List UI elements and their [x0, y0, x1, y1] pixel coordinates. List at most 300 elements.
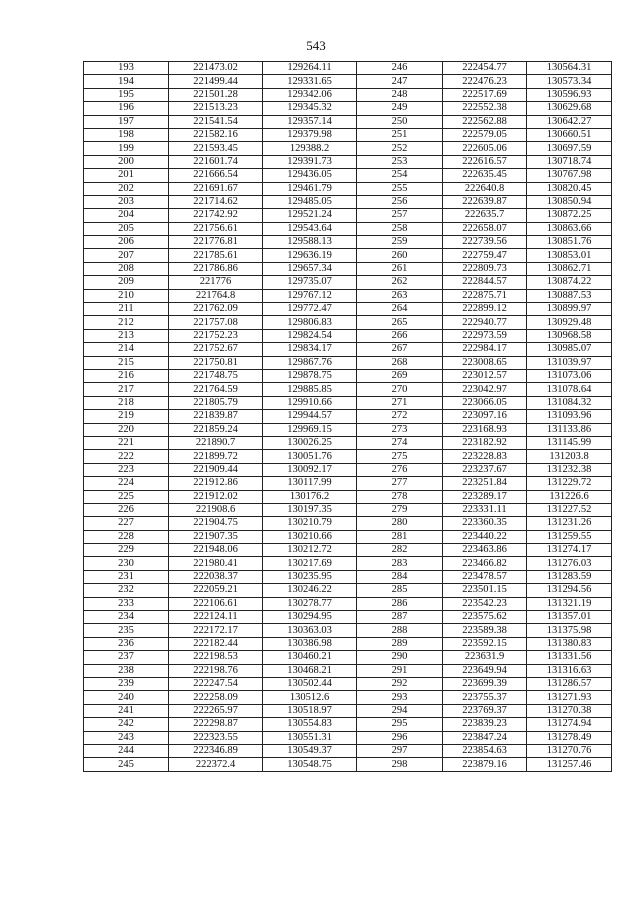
point-number-left: 202 — [84, 182, 169, 195]
x-coordinate-left: 222124.11 — [169, 611, 263, 624]
point-number-right: 285 — [357, 584, 443, 597]
x-coordinate-left: 222298.87 — [169, 718, 263, 731]
x-coordinate-left: 221593.45 — [169, 142, 263, 155]
y-coordinate-left: 129944.57 — [263, 410, 357, 423]
y-coordinate-right: 131357.01 — [527, 611, 612, 624]
point-number-left: 219 — [84, 410, 169, 423]
table-row — [84, 651, 612, 664]
x-coordinate-right: 223097.16 — [443, 410, 527, 423]
x-coordinate-right: 223012.57 — [443, 369, 527, 382]
point-number-left: 196 — [84, 102, 169, 115]
y-coordinate-left: 129331.65 — [263, 75, 357, 88]
x-coordinate-right: 223228.83 — [443, 450, 527, 463]
point-number-right: 287 — [357, 611, 443, 624]
table-row — [84, 664, 612, 677]
y-coordinate-left: 129342.06 — [263, 88, 357, 101]
y-coordinate-right: 130820.45 — [527, 182, 612, 195]
y-coordinate-right: 131274.94 — [527, 718, 612, 731]
x-coordinate-right: 222635.7 — [443, 209, 527, 222]
x-coordinate-right: 223008.65 — [443, 356, 527, 369]
point-number-left: 242 — [84, 718, 169, 731]
point-number-left: 224 — [84, 477, 169, 490]
y-coordinate-right: 131321.19 — [527, 597, 612, 610]
point-number-right: 271 — [357, 396, 443, 409]
table-row — [84, 517, 612, 530]
point-number-right: 286 — [357, 597, 443, 610]
point-number-right: 292 — [357, 677, 443, 690]
point-number-right: 294 — [357, 704, 443, 717]
x-coordinate-right: 223237.67 — [443, 463, 527, 476]
point-number-right: 269 — [357, 369, 443, 382]
y-coordinate-left: 130363.03 — [263, 624, 357, 637]
y-coordinate-left: 130235.95 — [263, 570, 357, 583]
y-coordinate-right: 130660.51 — [527, 128, 612, 141]
x-coordinate-left: 221752.67 — [169, 343, 263, 356]
y-coordinate-left: 130197.35 — [263, 503, 357, 516]
point-number-left: 205 — [84, 222, 169, 235]
point-number-left: 198 — [84, 128, 169, 141]
y-coordinate-left: 129767.12 — [263, 289, 357, 302]
x-coordinate-right: 222639.87 — [443, 195, 527, 208]
table-row — [84, 436, 612, 449]
y-coordinate-right: 130887.53 — [527, 289, 612, 302]
y-coordinate-left: 129772.47 — [263, 303, 357, 316]
point-number-right: 293 — [357, 691, 443, 704]
x-coordinate-left: 221499.44 — [169, 75, 263, 88]
x-coordinate-left: 221762.09 — [169, 303, 263, 316]
x-coordinate-left: 222038.37 — [169, 570, 263, 583]
point-number-right: 267 — [357, 343, 443, 356]
x-coordinate-left: 222258.09 — [169, 691, 263, 704]
y-coordinate-left: 129867.76 — [263, 356, 357, 369]
y-coordinate-right: 130929.48 — [527, 316, 612, 329]
x-coordinate-right: 222635.45 — [443, 169, 527, 182]
x-coordinate-left: 221899.72 — [169, 450, 263, 463]
table-row — [84, 222, 612, 235]
y-coordinate-left: 130294.95 — [263, 611, 357, 624]
point-number-left: 200 — [84, 155, 169, 168]
x-coordinate-right: 222875.71 — [443, 289, 527, 302]
y-coordinate-right: 131270.38 — [527, 704, 612, 717]
y-coordinate-left: 129588.13 — [263, 236, 357, 249]
y-coordinate-right: 131231.26 — [527, 517, 612, 530]
point-number-left: 197 — [84, 115, 169, 128]
x-coordinate-left: 222182.44 — [169, 637, 263, 650]
x-coordinate-right: 222984.17 — [443, 343, 527, 356]
x-coordinate-left: 221756.61 — [169, 222, 263, 235]
point-number-left: 204 — [84, 209, 169, 222]
y-coordinate-left: 129388.2 — [263, 142, 357, 155]
x-coordinate-left: 221764.8 — [169, 289, 263, 302]
x-coordinate-right: 222454.77 — [443, 62, 527, 75]
point-number-left: 236 — [84, 637, 169, 650]
table-row — [84, 102, 612, 115]
point-number-left: 227 — [84, 517, 169, 530]
y-coordinate-left: 130092.17 — [263, 463, 357, 476]
x-coordinate-right: 223631.9 — [443, 651, 527, 664]
table-row — [84, 490, 612, 503]
y-coordinate-left: 129824.54 — [263, 329, 357, 342]
x-coordinate-right: 222739.56 — [443, 236, 527, 249]
point-number-right: 273 — [357, 423, 443, 436]
x-coordinate-right: 222973.59 — [443, 329, 527, 342]
y-coordinate-right: 130853.01 — [527, 249, 612, 262]
point-number-right: 281 — [357, 530, 443, 543]
point-number-left: 240 — [84, 691, 169, 704]
x-coordinate-right: 222899.12 — [443, 303, 527, 316]
x-coordinate-right: 223501.15 — [443, 584, 527, 597]
y-coordinate-left: 130518.97 — [263, 704, 357, 717]
table-row — [84, 584, 612, 597]
y-coordinate-right: 131257.46 — [527, 758, 612, 771]
point-number-right: 291 — [357, 664, 443, 677]
point-number-right: 270 — [357, 383, 443, 396]
x-coordinate-right: 223879.16 — [443, 758, 527, 771]
y-coordinate-right: 131039.97 — [527, 356, 612, 369]
x-coordinate-right: 223440.22 — [443, 530, 527, 543]
x-coordinate-right: 223755.37 — [443, 691, 527, 704]
table-row — [84, 289, 612, 302]
y-coordinate-left: 130026.25 — [263, 436, 357, 449]
x-coordinate-left: 221912.02 — [169, 490, 263, 503]
table-row — [84, 704, 612, 717]
table-row — [84, 262, 612, 275]
table-row — [84, 142, 612, 155]
point-number-right: 266 — [357, 329, 443, 342]
x-coordinate-left: 221839.87 — [169, 410, 263, 423]
x-coordinate-right: 222844.57 — [443, 276, 527, 289]
x-coordinate-right: 223042.97 — [443, 383, 527, 396]
point-number-right: 247 — [357, 75, 443, 88]
table-row — [84, 329, 612, 342]
y-coordinate-right: 131227.52 — [527, 503, 612, 516]
point-number-left: 229 — [84, 544, 169, 557]
point-number-right: 296 — [357, 731, 443, 744]
y-coordinate-right: 130596.93 — [527, 88, 612, 101]
point-number-right: 253 — [357, 155, 443, 168]
x-coordinate-left: 222265.97 — [169, 704, 263, 717]
table-row — [84, 209, 612, 222]
point-number-right: 250 — [357, 115, 443, 128]
y-coordinate-right: 130850.94 — [527, 195, 612, 208]
x-coordinate-left: 222106.61 — [169, 597, 263, 610]
y-coordinate-left: 129543.64 — [263, 222, 357, 235]
point-number-left: 212 — [84, 316, 169, 329]
y-coordinate-right: 131145.99 — [527, 436, 612, 449]
point-number-right: 248 — [357, 88, 443, 101]
point-number-right: 284 — [357, 570, 443, 583]
x-coordinate-left: 221473.02 — [169, 62, 263, 75]
point-number-left: 220 — [84, 423, 169, 436]
y-coordinate-right: 131375.98 — [527, 624, 612, 637]
y-coordinate-left: 130210.66 — [263, 530, 357, 543]
point-number-right: 290 — [357, 651, 443, 664]
x-coordinate-left: 221776 — [169, 276, 263, 289]
x-coordinate-left: 221785.61 — [169, 249, 263, 262]
x-coordinate-left: 221786.86 — [169, 262, 263, 275]
y-coordinate-right: 131274.17 — [527, 544, 612, 557]
y-coordinate-left: 130212.72 — [263, 544, 357, 557]
table-row — [84, 62, 612, 75]
point-number-left: 234 — [84, 611, 169, 624]
y-coordinate-left: 129735.07 — [263, 276, 357, 289]
table-row — [84, 624, 612, 637]
point-number-right: 283 — [357, 557, 443, 570]
y-coordinate-right: 130697.59 — [527, 142, 612, 155]
point-number-right: 276 — [357, 463, 443, 476]
point-number-right: 246 — [357, 62, 443, 75]
point-number-left: 233 — [84, 597, 169, 610]
y-coordinate-left: 129969.15 — [263, 423, 357, 436]
x-coordinate-left: 221666.54 — [169, 169, 263, 182]
table-row — [84, 718, 612, 731]
y-coordinate-left: 129357.14 — [263, 115, 357, 128]
point-number-left: 201 — [84, 169, 169, 182]
point-number-right: 277 — [357, 477, 443, 490]
point-number-left: 238 — [84, 664, 169, 677]
x-coordinate-right: 223575.62 — [443, 611, 527, 624]
x-coordinate-right: 222940.77 — [443, 316, 527, 329]
point-number-right: 289 — [357, 637, 443, 650]
table-row — [84, 155, 612, 168]
y-coordinate-right: 131073.06 — [527, 369, 612, 382]
table-row — [84, 249, 612, 262]
y-coordinate-right: 130718.74 — [527, 155, 612, 168]
x-coordinate-left: 221501.28 — [169, 88, 263, 101]
table-row — [84, 115, 612, 128]
point-number-right: 261 — [357, 262, 443, 275]
point-number-left: 215 — [84, 356, 169, 369]
point-number-left: 213 — [84, 329, 169, 342]
point-number-left: 231 — [84, 570, 169, 583]
x-coordinate-right: 223769.37 — [443, 704, 527, 717]
point-number-right: 264 — [357, 303, 443, 316]
y-coordinate-left: 130176.2 — [263, 490, 357, 503]
x-coordinate-left: 221859.24 — [169, 423, 263, 436]
y-coordinate-left: 129806.83 — [263, 316, 357, 329]
point-number-right: 288 — [357, 624, 443, 637]
x-coordinate-left: 221757.08 — [169, 316, 263, 329]
x-coordinate-right: 223478.57 — [443, 570, 527, 583]
point-number-right: 297 — [357, 744, 443, 757]
x-coordinate-left: 222323.55 — [169, 731, 263, 744]
table-row — [84, 611, 612, 624]
y-coordinate-left: 130548.75 — [263, 758, 357, 771]
x-coordinate-left: 221908.6 — [169, 503, 263, 516]
x-coordinate-left: 221912.86 — [169, 477, 263, 490]
x-coordinate-left: 221948.06 — [169, 544, 263, 557]
x-coordinate-left: 221742.92 — [169, 209, 263, 222]
table-row — [84, 303, 612, 316]
table-row — [84, 316, 612, 329]
point-number-left: 206 — [84, 236, 169, 249]
x-coordinate-right: 223360.35 — [443, 517, 527, 530]
y-coordinate-right: 131316.63 — [527, 664, 612, 677]
y-coordinate-right: 131133.86 — [527, 423, 612, 436]
x-coordinate-left: 221890.7 — [169, 436, 263, 449]
point-number-right: 249 — [357, 102, 443, 115]
table-row — [84, 463, 612, 476]
y-coordinate-right: 131203.8 — [527, 450, 612, 463]
y-coordinate-right: 130968.58 — [527, 329, 612, 342]
y-coordinate-right: 130642.27 — [527, 115, 612, 128]
table-row — [84, 450, 612, 463]
x-coordinate-left: 221748.75 — [169, 369, 263, 382]
y-coordinate-right: 131278.49 — [527, 731, 612, 744]
point-number-left: 194 — [84, 75, 169, 88]
table-row — [84, 423, 612, 436]
y-coordinate-right: 131331.56 — [527, 651, 612, 664]
table-row — [84, 530, 612, 543]
y-coordinate-left: 129878.75 — [263, 369, 357, 382]
x-coordinate-left: 221907.35 — [169, 530, 263, 543]
y-coordinate-right: 131294.56 — [527, 584, 612, 597]
point-number-right: 251 — [357, 128, 443, 141]
table-row — [84, 75, 612, 88]
y-coordinate-left: 130217.69 — [263, 557, 357, 570]
y-coordinate-left: 129657.34 — [263, 262, 357, 275]
x-coordinate-left: 221582.16 — [169, 128, 263, 141]
x-coordinate-left: 221776.81 — [169, 236, 263, 249]
point-number-left: 243 — [84, 731, 169, 744]
x-coordinate-left: 221904.75 — [169, 517, 263, 530]
table-row — [84, 744, 612, 757]
y-coordinate-left: 129885.85 — [263, 383, 357, 396]
x-coordinate-right: 223847.24 — [443, 731, 527, 744]
x-coordinate-right: 223542.23 — [443, 597, 527, 610]
point-number-right: 257 — [357, 209, 443, 222]
y-coordinate-left: 129345.32 — [263, 102, 357, 115]
y-coordinate-left: 129485.05 — [263, 195, 357, 208]
table-row — [84, 276, 612, 289]
point-number-right: 298 — [357, 758, 443, 771]
y-coordinate-right: 131232.38 — [527, 463, 612, 476]
x-coordinate-right: 222605.06 — [443, 142, 527, 155]
y-coordinate-left: 130386.98 — [263, 637, 357, 650]
point-number-left: 241 — [84, 704, 169, 717]
y-coordinate-right: 131229.72 — [527, 477, 612, 490]
y-coordinate-left: 130278.77 — [263, 597, 357, 610]
x-coordinate-left: 221750.81 — [169, 356, 263, 369]
y-coordinate-right: 131276.03 — [527, 557, 612, 570]
point-number-right: 275 — [357, 450, 443, 463]
point-number-left: 203 — [84, 195, 169, 208]
table-row — [84, 758, 612, 771]
table-row — [84, 169, 612, 182]
y-coordinate-right: 130899.97 — [527, 303, 612, 316]
x-coordinate-right: 222552.38 — [443, 102, 527, 115]
x-coordinate-right: 223699.39 — [443, 677, 527, 690]
point-number-right: 295 — [357, 718, 443, 731]
y-coordinate-right: 131084.32 — [527, 396, 612, 409]
table-row — [84, 128, 612, 141]
table-row — [84, 544, 612, 557]
table-row — [84, 88, 612, 101]
point-number-left: 230 — [84, 557, 169, 570]
table-row — [84, 637, 612, 650]
y-coordinate-right: 131078.64 — [527, 383, 612, 396]
y-coordinate-right: 131093.96 — [527, 410, 612, 423]
x-coordinate-right: 222658.07 — [443, 222, 527, 235]
table-row — [84, 236, 612, 249]
point-number-left: 199 — [84, 142, 169, 155]
y-coordinate-right: 131271.93 — [527, 691, 612, 704]
x-coordinate-left: 221513.23 — [169, 102, 263, 115]
y-coordinate-left: 130051.76 — [263, 450, 357, 463]
point-number-right: 254 — [357, 169, 443, 182]
x-coordinate-right: 222809.73 — [443, 262, 527, 275]
y-coordinate-left: 130460.21 — [263, 651, 357, 664]
y-coordinate-right: 130862.71 — [527, 262, 612, 275]
x-coordinate-left: 222172.17 — [169, 624, 263, 637]
x-coordinate-right: 223463.86 — [443, 544, 527, 557]
x-coordinate-right: 223839.23 — [443, 718, 527, 731]
y-coordinate-left: 129436.05 — [263, 169, 357, 182]
coordinates-table-body — [84, 62, 612, 772]
point-number-right: 263 — [357, 289, 443, 302]
y-coordinate-left: 129391.73 — [263, 155, 357, 168]
point-number-left: 214 — [84, 343, 169, 356]
x-coordinate-right: 222579.05 — [443, 128, 527, 141]
point-number-right: 260 — [357, 249, 443, 262]
x-coordinate-left: 222198.53 — [169, 651, 263, 664]
y-coordinate-right: 130573.34 — [527, 75, 612, 88]
y-coordinate-left: 129379.98 — [263, 128, 357, 141]
table-row — [84, 410, 612, 423]
x-coordinate-right: 223466.82 — [443, 557, 527, 570]
table-row — [84, 691, 612, 704]
y-coordinate-right: 130874.22 — [527, 276, 612, 289]
point-number-left: 245 — [84, 758, 169, 771]
y-coordinate-right: 130564.31 — [527, 62, 612, 75]
y-coordinate-right: 130767.98 — [527, 169, 612, 182]
table-row — [84, 731, 612, 744]
x-coordinate-left: 221691.67 — [169, 182, 263, 195]
x-coordinate-left: 221909.44 — [169, 463, 263, 476]
point-number-left: 244 — [84, 744, 169, 757]
point-number-right: 255 — [357, 182, 443, 195]
x-coordinate-left: 221752.23 — [169, 329, 263, 342]
point-number-left: 193 — [84, 62, 169, 75]
x-coordinate-right: 222640.8 — [443, 182, 527, 195]
y-coordinate-left: 130468.21 — [263, 664, 357, 677]
point-number-left: 232 — [84, 584, 169, 597]
point-number-right: 256 — [357, 195, 443, 208]
table-row — [84, 383, 612, 396]
x-coordinate-right: 222562.88 — [443, 115, 527, 128]
point-number-left: 223 — [84, 463, 169, 476]
y-coordinate-left: 129264.11 — [263, 62, 357, 75]
point-number-right: 268 — [357, 356, 443, 369]
x-coordinate-left: 221764.59 — [169, 383, 263, 396]
point-number-right: 274 — [357, 436, 443, 449]
point-number-left: 216 — [84, 369, 169, 382]
y-coordinate-right: 130872.25 — [527, 209, 612, 222]
point-number-left: 218 — [84, 396, 169, 409]
x-coordinate-right: 222759.47 — [443, 249, 527, 262]
point-number-left: 209 — [84, 276, 169, 289]
y-coordinate-left: 130210.79 — [263, 517, 357, 530]
table-row — [84, 477, 612, 490]
point-number-left: 207 — [84, 249, 169, 262]
point-number-left: 239 — [84, 677, 169, 690]
y-coordinate-right: 131286.57 — [527, 677, 612, 690]
y-coordinate-left: 130117.99 — [263, 477, 357, 490]
y-coordinate-left: 130549.37 — [263, 744, 357, 757]
table-row — [84, 195, 612, 208]
y-coordinate-left: 130246.22 — [263, 584, 357, 597]
point-number-left: 237 — [84, 651, 169, 664]
